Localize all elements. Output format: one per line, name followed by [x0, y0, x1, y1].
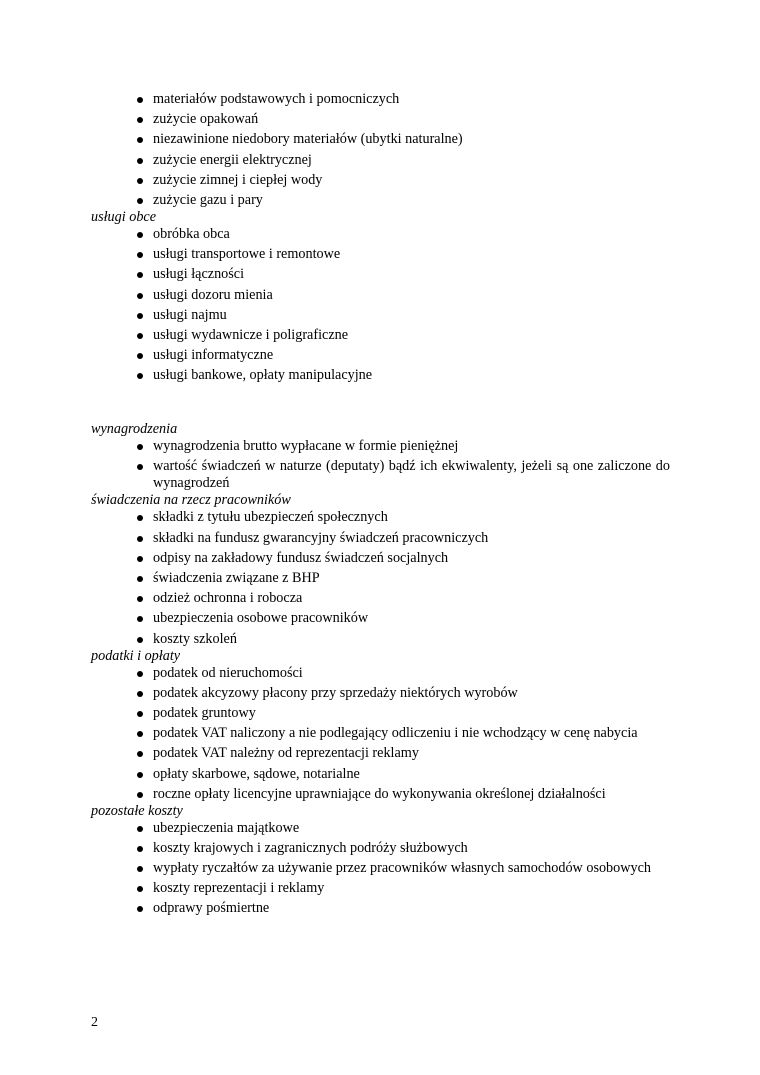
- list-item-text: podatek od nieruchomości: [153, 664, 303, 681]
- list-item: [91, 880, 670, 897]
- section-heading-taxes-fees: podatki i opłaty: [91, 647, 181, 664]
- list-item: [91, 307, 670, 324]
- taxes-fees-list: [91, 665, 670, 803]
- bullet-icon: [137, 172, 144, 189]
- list-item: [91, 192, 670, 209]
- bullet-icon: [137, 631, 144, 648]
- bullet-icon: [137, 307, 144, 324]
- bullet-icon: [137, 226, 144, 243]
- list-item-text: podatek VAT naliczony a nie podlegający odliczeniu i nie wchodzący w cenę nabycia: [153, 725, 638, 742]
- list-item-text: podatek gruntowy: [153, 704, 256, 721]
- bullet-icon: [137, 266, 144, 283]
- bullet-icon: [137, 192, 144, 209]
- list-item: [91, 347, 670, 364]
- list-item-text: usługi najmu: [153, 306, 227, 323]
- list-item-text: usługi informatyczne: [153, 347, 274, 364]
- list-item: [91, 900, 670, 917]
- bullet-icon: [137, 550, 144, 567]
- list-item: [91, 766, 670, 783]
- list-item: [91, 745, 670, 762]
- list-item: [91, 111, 670, 128]
- list-item-text: zużycie gazu i pary: [153, 191, 263, 208]
- list-item: [91, 725, 670, 742]
- list-item-text: odprawy pośmiertne: [153, 900, 270, 917]
- list-item: [91, 631, 670, 648]
- list-item: [91, 820, 670, 837]
- list-item: [91, 152, 670, 169]
- list-item-text: zużycie zimnej i ciepłej wody: [153, 171, 323, 188]
- list-item-text: odpisy na zakładowy fundusz świadczeń socjalnych: [153, 549, 449, 566]
- bullet-icon: [137, 530, 144, 547]
- bullet-icon: [137, 111, 144, 128]
- list-item-text: usługi wydawnicze i poligraficzne: [153, 326, 349, 343]
- list-item-text: opłaty skarbowe, sądowe, notarialne: [153, 765, 360, 782]
- list-item: [91, 458, 670, 492]
- bullet-icon: [137, 860, 144, 877]
- bullet-icon: [137, 685, 144, 702]
- list-item-text: zużycie opakowań: [153, 111, 259, 128]
- list-item: [91, 550, 670, 567]
- external-services-list: [91, 226, 670, 384]
- bullet-icon: [137, 438, 144, 455]
- list-item: [91, 840, 670, 857]
- section-heading-wages: wynagrodzenia: [91, 421, 178, 438]
- wages-list: [91, 438, 670, 492]
- list-item-text: obróbka obca: [153, 225, 230, 242]
- list-item: [91, 266, 670, 283]
- list-item-text: świadczenia związane z BHP: [153, 570, 320, 586]
- list-item-text: koszty szkoleń: [153, 630, 237, 647]
- list-item-text: koszty reprezentacji i reklamy: [153, 880, 325, 897]
- list-item: [91, 530, 670, 547]
- list-item-text: usługi dozoru mienia: [153, 286, 273, 303]
- bullet-icon: [137, 786, 144, 803]
- list-item-text: podatek akcyzowy płacony przy sprzedaży niektórych wyrobów: [153, 684, 518, 701]
- list-item-text: wypłaty ryczałtów za używanie przez pracowników własnych samochodów osobowych: [153, 860, 651, 877]
- bullet-icon: [137, 590, 144, 607]
- list-item: [91, 327, 670, 344]
- list-item-text: składki z tytułu ubezpieczeń społecznych: [153, 509, 388, 526]
- section-heading-employee-benefits: świadczenia na rzecz pracowników: [91, 492, 291, 509]
- materials-list: [91, 91, 670, 209]
- bullet-icon: [137, 880, 144, 897]
- list-item-text: podatek VAT należny od reprezentacji reklamy: [153, 745, 419, 762]
- bullet-icon: [137, 570, 144, 587]
- bullet-icon: [137, 91, 144, 108]
- list-item: [91, 287, 670, 304]
- list-item-text: odzież ochronna i robocza: [153, 590, 303, 607]
- document-body: [91, 91, 670, 917]
- section-heading-external-services: usługi obce: [91, 208, 157, 225]
- list-item: [91, 705, 670, 722]
- list-item: [91, 172, 670, 189]
- bullet-icon: [137, 725, 144, 742]
- page-number: 2: [91, 1015, 98, 1030]
- list-item: [91, 610, 670, 627]
- list-item: [91, 570, 670, 587]
- list-item: [91, 367, 670, 384]
- list-item: [91, 438, 670, 455]
- list-item-text: roczne opłaty licencyjne uprawniające do wykonywania określonej działalności: [153, 785, 606, 802]
- bullet-icon: [137, 287, 144, 304]
- bullet-icon: [137, 705, 144, 722]
- list-item: [91, 860, 670, 877]
- list-item: [91, 246, 670, 263]
- employee-benefits-list: [91, 509, 670, 647]
- list-item: [91, 509, 670, 526]
- list-item-text: usługi bankowe, opłaty manipulacyjne: [153, 367, 373, 384]
- list-item-text: wartość świadczeń w naturze (deputaty) bądź ich ekwiwalenty, jeżeli są one zaliczone do wynagrodzeń: [153, 458, 670, 492]
- bullet-icon: [137, 745, 144, 762]
- bullet-icon: [137, 840, 144, 857]
- list-item: [91, 786, 670, 803]
- list-item-text: składki na fundusz gwarancyjny świadczeń pracowniczych: [153, 529, 489, 546]
- bullet-icon: [137, 131, 144, 148]
- bullet-icon: [137, 458, 144, 475]
- other-costs-list: [91, 820, 670, 918]
- list-item-text: zużycie energii elektrycznej: [153, 151, 312, 168]
- bullet-icon: [137, 367, 144, 384]
- bullet-icon: [137, 900, 144, 917]
- list-item: [91, 226, 670, 243]
- list-item-text: koszty krajowych i zagranicznych podróży służbowych: [153, 839, 468, 856]
- list-item-text: wynagrodzenia brutto wypłacane w formie pieniężnej: [153, 438, 459, 455]
- bullet-icon: [137, 665, 144, 682]
- bullet-icon: [137, 152, 144, 169]
- bullet-icon: [137, 820, 144, 837]
- list-item: [91, 685, 670, 702]
- bullet-icon: [137, 509, 144, 526]
- bullet-icon: [137, 766, 144, 783]
- list-item: [91, 665, 670, 682]
- list-item-text: usługi łączności: [153, 266, 245, 283]
- list-item-text: ubezpieczenia majątkowe: [153, 819, 300, 836]
- list-item-text: materiałów podstawowych i pomocniczych: [153, 91, 400, 107]
- list-item-text: ubezpieczenia osobowe pracowników: [153, 610, 369, 627]
- list-item-text: usługi transportowe i remontowe: [153, 246, 341, 263]
- bullet-icon: [137, 347, 144, 364]
- list-item: [91, 131, 670, 148]
- bullet-icon: [137, 246, 144, 263]
- bullet-icon: [137, 327, 144, 344]
- list-item-text: niezawinione niedobory materiałów (ubytki naturalne): [153, 131, 463, 148]
- list-item: [91, 91, 670, 108]
- list-item: [91, 590, 670, 607]
- section-heading-other-costs: pozostałe koszty: [91, 802, 183, 819]
- bullet-icon: [137, 610, 144, 627]
